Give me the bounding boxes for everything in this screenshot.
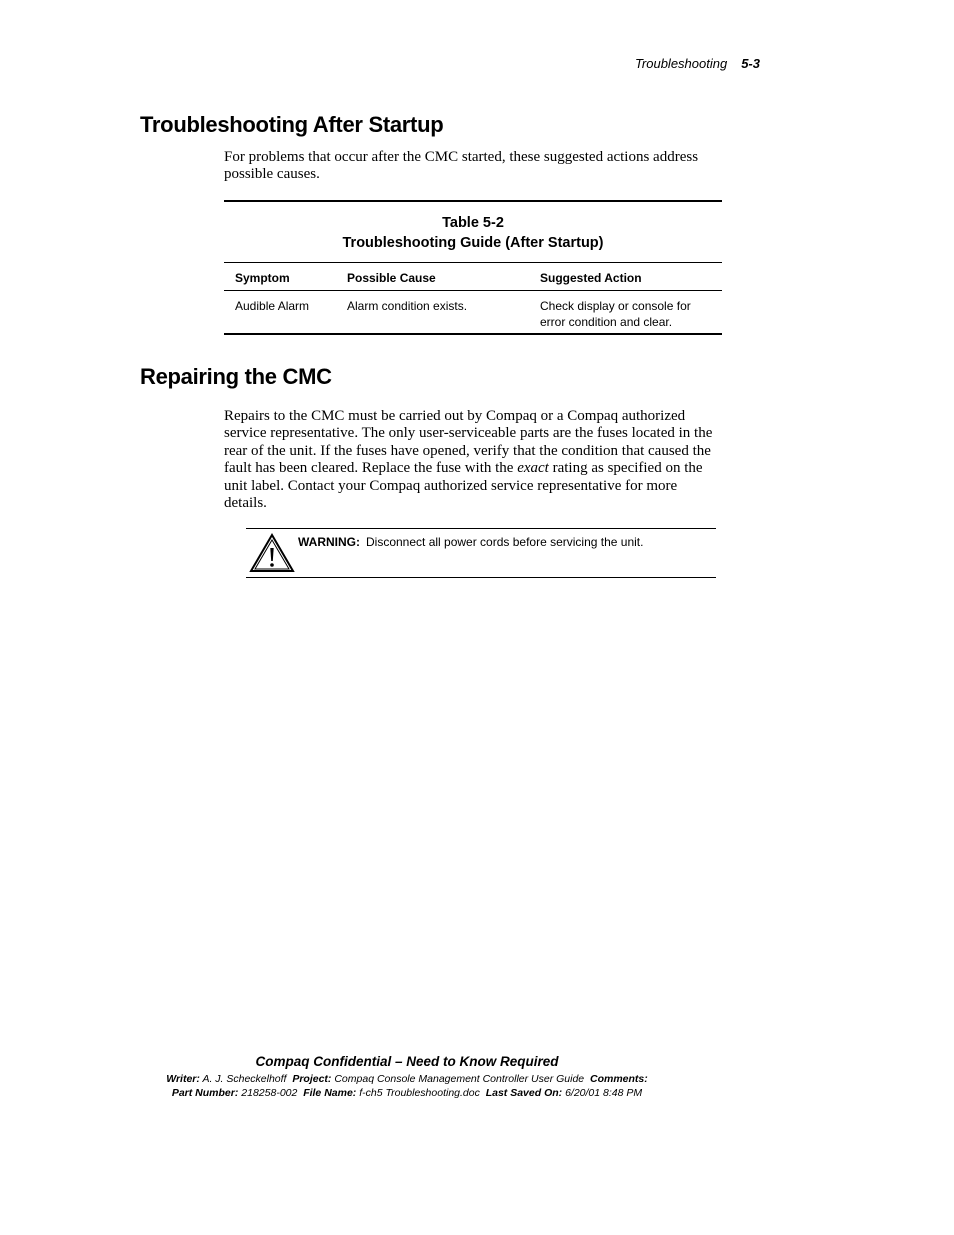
cell-possible-cause: Alarm condition exists. — [347, 299, 468, 313]
footer-file-name-label: File Name: — [303, 1087, 357, 1099]
warning-message — [298, 535, 643, 549]
table-caption — [224, 202, 722, 263]
cell-suggested-action: Check display or console for error condition and clear. — [540, 299, 691, 329]
section-intro-paragraph: For problems that occur after the CMC started, these suggested actions address possible causes. — [224, 149, 699, 183]
warning-label: WARNING: — [298, 535, 360, 549]
table-row — [224, 291, 722, 333]
footer-project-label: Project: — [292, 1073, 332, 1085]
header-symptom: Symptom — [235, 271, 290, 285]
repair-paragraph — [224, 408, 718, 512]
table-number: Table 5-2 — [442, 215, 504, 231]
footer-writer: A. J. Scheckelhoff — [202, 1073, 287, 1085]
header-possible-cause: Possible Cause — [347, 271, 436, 285]
footer-part-number: 218258-002 — [241, 1087, 298, 1099]
troubleshooting-table — [224, 200, 722, 335]
section-title-after-startup: Troubleshooting After Startup — [140, 112, 444, 137]
footer-writer-label: Writer: — [166, 1073, 200, 1085]
repair-text-after: rating as specified on the unit label. Contact your Compaq authorized service representative for more details. — [224, 460, 703, 512]
header-suggested-action: Suggested Action — [540, 271, 642, 285]
section-title-repairing: Repairing the CMC — [140, 364, 332, 389]
header-section: Troubleshooting — [634, 56, 728, 71]
footer-line-2 — [0, 1087, 814, 1099]
warning-box — [246, 528, 716, 578]
running-header — [635, 56, 760, 71]
warning-triangle-icon — [249, 533, 295, 573]
repair-emphasis: exact — [517, 460, 549, 477]
footer-last-saved-label: Last Saved On: — [485, 1087, 563, 1099]
header-page-number: 5-3 — [741, 56, 760, 71]
table-header-row — [224, 263, 722, 291]
footer-project: Compaq Console Management Controller User Guide — [334, 1073, 585, 1085]
footer-last-saved: 6/20/01 8:48 PM — [565, 1087, 643, 1099]
footer-part-number-label: Part Number: — [171, 1087, 239, 1099]
repair-text-before: Repairs to the CMC must be carried out by Compaq or a Compaq authorized service representative. The only user-serviceable parts are the fuses located in the rear of the unit. If the fuses have opened, verify that the condition that caused the fault has been cleared. Replace the fuse with the — [224, 408, 713, 477]
footer-file-name: f-ch5 Troubleshooting.doc — [359, 1087, 480, 1099]
footer-confidential: Compaq Confidential – Need to Know Required — [255, 1054, 559, 1069]
warning-text: Disconnect all power cords before servicing the unit. — [366, 535, 644, 549]
cell-symptom: Audible Alarm — [235, 299, 310, 313]
footer-line-1 — [0, 1073, 814, 1085]
table-title: Troubleshooting Guide (After Startup) — [342, 235, 604, 251]
footer-comments-label: Comments: — [589, 1073, 648, 1085]
